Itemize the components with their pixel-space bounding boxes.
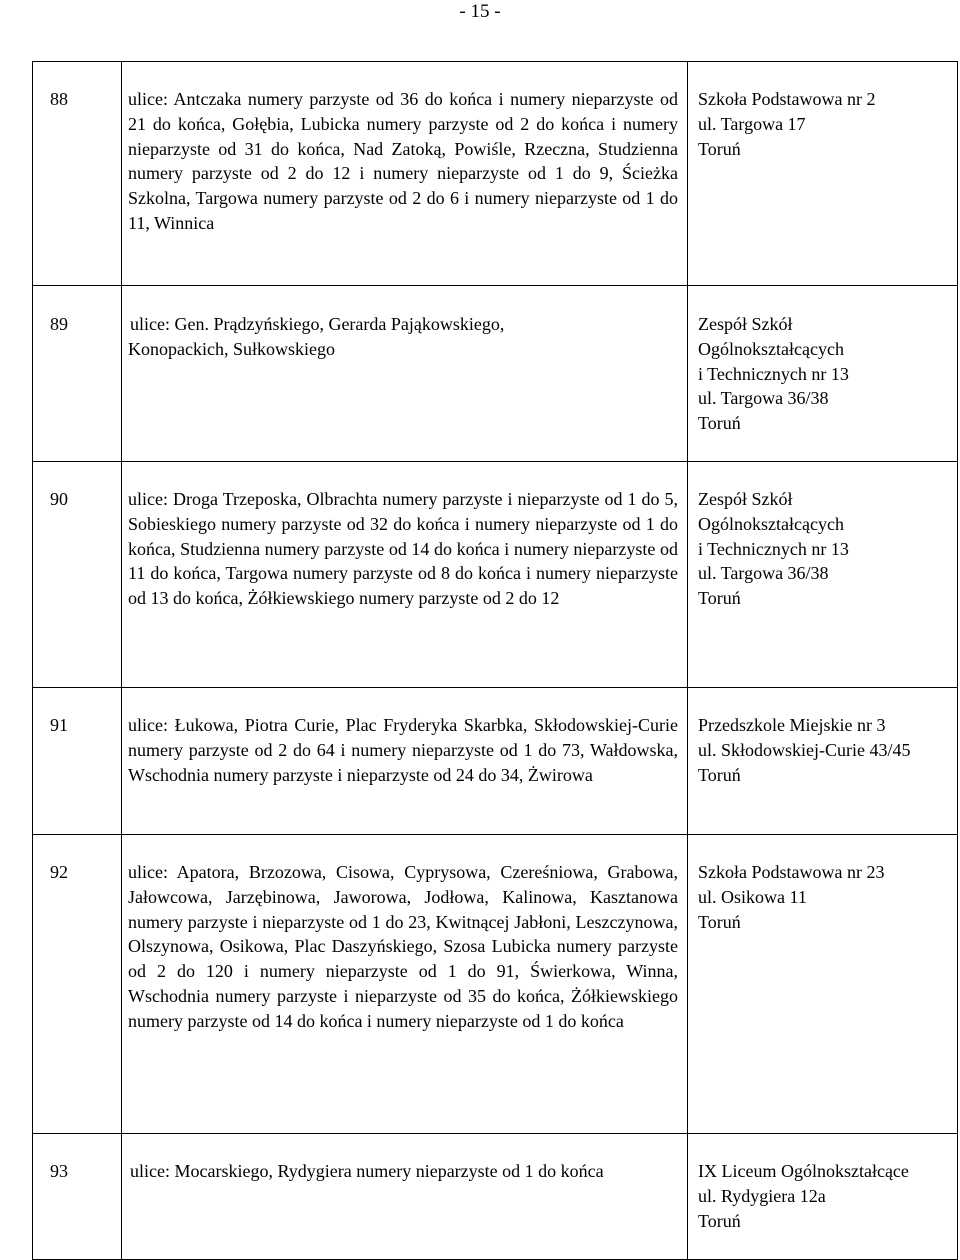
school-street: ul. Targowa 36/38 xyxy=(698,388,829,409)
street-list: ulice: Łukowa, Piotra Curie, Plac Fryderyka Skarbka, Skłodowskiej-Curie numery parzyste od 2 do 64 i numery nieparzyste od 1 do 73, Wałdowska, Wschodnia numery parzyste i nieparzyste od 24 do 34, Żwirowa xyxy=(122,688,688,835)
school-city: Toruń xyxy=(698,138,741,159)
district-number: 90 xyxy=(33,462,122,688)
school-address xyxy=(688,462,958,688)
school-address xyxy=(688,688,958,835)
school-address xyxy=(688,286,958,462)
school-city: Toruń xyxy=(698,413,741,434)
school-name: Ogólnokształcących xyxy=(698,513,844,534)
school-address xyxy=(688,1134,958,1260)
school-name: i Technicznych nr 13 xyxy=(698,538,849,559)
street-list: ulice: Antczaka numery parzyste od 36 do końca i numery nieparzyste od 21 do końca, Gołębia, Lubicka numery parzyste od 2 do końca i numery nieparzyste od 31 do końca, Nad Zatoką, Powiśle, Rzeczna, Studzienna numery parzyste od 2 do 12 i numery nieparzyste od 1 do 9, Ścieżka Szkolna, Targowa numery parzyste od 2 do 6 i numery nieparzyste od 1 do 11, Winnica xyxy=(122,62,688,286)
street-list: ulice: Droga Trzeposka, Olbrachta numery parzyste i nieparzyste od 1 do 5, Sobieskiego numery parzyste od 32 do końca i numery nieparzyste od 1 do końca, Studzienna numery parzyste od 14 do końca i numery nieparzyste od 11 do końca, Targowa numery parzyste od 8 do końca i numery nieparzyste od 13 do końca, Żółkiewskiego numery parzyste od 2 do 12 xyxy=(122,462,688,688)
street-list xyxy=(122,286,688,462)
school-city: Toruń xyxy=(698,764,741,785)
table-row xyxy=(33,1134,958,1260)
table-row xyxy=(33,688,958,835)
school-street: ul. Skłodowskiej-Curie 43/45 xyxy=(698,739,911,760)
school-name: i Technicznych nr 13 xyxy=(698,363,849,384)
school-name: Przedszkole Miejskie nr 3 xyxy=(698,715,886,735)
school-city: Toruń xyxy=(698,911,741,932)
school-address xyxy=(688,62,958,286)
district-number: 92 xyxy=(33,835,122,1134)
district-number: 91 xyxy=(33,688,122,835)
table-row xyxy=(33,462,958,688)
school-name: Szkoła Podstawowa nr 2 xyxy=(698,89,876,109)
school-name: Ogólnokształcących xyxy=(698,338,844,359)
school-name: Zespół Szkół xyxy=(698,314,793,334)
street-list: ulice: Mocarskiego, Rydygiera numery nieparzyste od 1 do końca xyxy=(122,1134,688,1260)
street-list-line: Konopackich, Sułkowskiego xyxy=(128,338,335,359)
school-street: ul. Osikowa 11 xyxy=(698,886,807,907)
district-number: 88 xyxy=(33,62,122,286)
school-address xyxy=(688,835,958,1134)
district-number: 93 xyxy=(33,1134,122,1260)
school-name: Szkoła Podstawowa nr 23 xyxy=(698,862,885,882)
school-name: IX Liceum Ogólnokształcące xyxy=(698,1161,909,1181)
table-row xyxy=(33,62,958,286)
street-list: ulice: Apatora, Brzozowa, Cisowa, Cyprysowa, Czereśniowa, Grabowa, Jałowcowa, Jarzębinowa, Jaworowa, Jodłowa, Kalinowa, Kasztanowa numery parzyste i nieparzyste od 1 do 23, Kwitnącej Jabłoni, Leszczynowa, Olszynowa, Osikowa, Plac Daszyńskiego, Szosa Lubicka numery parzyste od 2 do 120 i numery nieparzyste od 1 do 91, Świerkowa, Winna, Wschodnia numery parzyste i nieparzyste od 35 do końca, Żółkiewskiego numery parzyste od 14 do końca i numery nieparzyste od 1 do końca xyxy=(122,835,688,1134)
page-number: - 15 - xyxy=(459,1,501,22)
street-list-line: ulice: Gen. Prądzyńskiego, Gerarda Pająkowskiego, xyxy=(130,314,505,334)
school-street: ul. Targowa 36/38 xyxy=(698,563,829,584)
school-street: ul. Rydygiera 12a xyxy=(698,1185,826,1206)
district-number: 89 xyxy=(33,286,122,462)
school-city: Toruń xyxy=(698,588,741,609)
table-row xyxy=(33,286,958,462)
school-name: Zespół Szkół xyxy=(698,489,793,509)
school-city: Toruń xyxy=(698,1210,741,1231)
table-row xyxy=(33,835,958,1134)
school-districts-table xyxy=(32,61,958,1260)
school-street: ul. Targowa 17 xyxy=(698,113,806,134)
